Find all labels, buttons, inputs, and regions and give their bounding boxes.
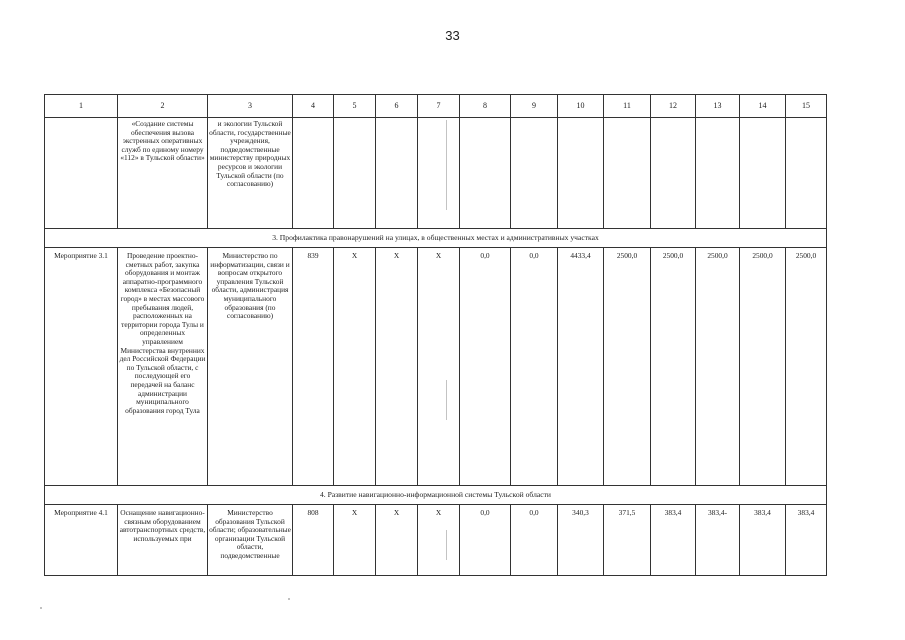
header-cell: 6 [376, 95, 418, 118]
scan-artifact [446, 530, 447, 560]
table-row [45, 248, 827, 486]
header-cell: 2 [118, 95, 208, 118]
header-cell: 3 [208, 95, 293, 118]
section-title-3: 3. Профилактика правонарушений на улицах, в общественных местах и административных участках [45, 229, 827, 248]
value-cell: 2500,0 [604, 248, 651, 486]
value-cell: 2500,0 [786, 248, 827, 486]
scan-artifact [446, 120, 447, 210]
value-cell: 2500,0 [696, 248, 740, 486]
event-description: «Создание системы обеспечения вызова экстренных оперативных служб по единому номеру «112» в Тульской области» [118, 118, 208, 229]
header-cell: 14 [740, 95, 786, 118]
scan-artifact [446, 380, 447, 420]
executor-cell: Министерство по информатизации, связи и вопросам открытого управления Тульской области, администрация муниципального образования (по согласованию) [208, 248, 293, 486]
event-description: Оснащение навигационно-связным оборудованием автотранспортных средств, используемых при [118, 505, 208, 576]
value-cell: 0,0 [460, 248, 511, 486]
table-cell: X [334, 505, 376, 576]
value-cell: 2500,0 [740, 248, 786, 486]
value-cell: 4433,4 [558, 248, 604, 486]
header-cell: 4 [293, 95, 334, 118]
code-cell: 839 [293, 248, 334, 486]
table-cell [293, 118, 334, 229]
header-cell: 12 [651, 95, 696, 118]
value-cell: 0,0 [460, 505, 511, 576]
header-cell: 5 [334, 95, 376, 118]
table-cell [558, 118, 604, 229]
table-cell [376, 118, 418, 229]
value-cell: 340,3 [558, 505, 604, 576]
table-cell [45, 118, 118, 229]
header-cell: 13 [696, 95, 740, 118]
table-cell [511, 118, 558, 229]
section-row [45, 486, 827, 505]
section-title-4: 4. Развитие навигационно-информационной системы Тульской области [45, 486, 827, 505]
value-cell: 383,4 [786, 505, 827, 576]
value-cell: 2500,0 [651, 248, 696, 486]
header-cell: 11 [604, 95, 651, 118]
page-number: 33 [445, 28, 460, 43]
value-cell: 383,4 [740, 505, 786, 576]
budget-table [44, 94, 827, 576]
event-number: Мероприятие 3.1 [45, 248, 118, 486]
table-cell [696, 118, 740, 229]
value-cell: 0,0 [511, 248, 558, 486]
header-row [45, 95, 827, 118]
executor-cell: и экологии Тульской области, государственные учреждения, подведомственные министерству природных ресурсов и экологии Тульской области (по согласованию) [208, 118, 293, 229]
code-cell: 808 [293, 505, 334, 576]
table-cell [334, 118, 376, 229]
event-number: Мероприятие 4.1 [45, 505, 118, 576]
header-cell: 1 [45, 95, 118, 118]
header-cell: 15 [786, 95, 827, 118]
event-description: Проведение проектно-сметных работ, закупка оборудования и монтаж аппаратно-программного комплекса «Безопасный город» в местах массового пребывания людей, расположенных на территории города Тулы и определенных управлением Министерства внутренних дел Российской Федерации по Тульской области, с последующей его передачей на баланс администрации муниципального образования город Тула [118, 248, 208, 486]
header-cell: 10 [558, 95, 604, 118]
table-cell [604, 118, 651, 229]
header-cell: 7 [418, 95, 460, 118]
table-cell [651, 118, 696, 229]
value-cell: 371,5 [604, 505, 651, 576]
table-cell [460, 118, 511, 229]
table-cell [740, 118, 786, 229]
value-cell: 0,0 [511, 505, 558, 576]
table-cell: X [376, 505, 418, 576]
table-cell: X [418, 505, 460, 576]
table-row [45, 505, 827, 576]
section-row [45, 229, 827, 248]
table-cell [418, 118, 460, 229]
header-cell: 8 [460, 95, 511, 118]
scan-artifact [288, 598, 290, 600]
value-cell: 383,4- [696, 505, 740, 576]
table-cell: X [334, 248, 376, 486]
table-cell: X [418, 248, 460, 486]
table-cell: X [376, 248, 418, 486]
table-cell [786, 118, 827, 229]
scan-artifact [40, 607, 42, 609]
value-cell: 383,4 [651, 505, 696, 576]
executor-cell: Министерство образования Тульской области; образовательные организации Тульской области, подведомственные [208, 505, 293, 576]
header-cell: 9 [511, 95, 558, 118]
continuation-row [45, 118, 827, 229]
